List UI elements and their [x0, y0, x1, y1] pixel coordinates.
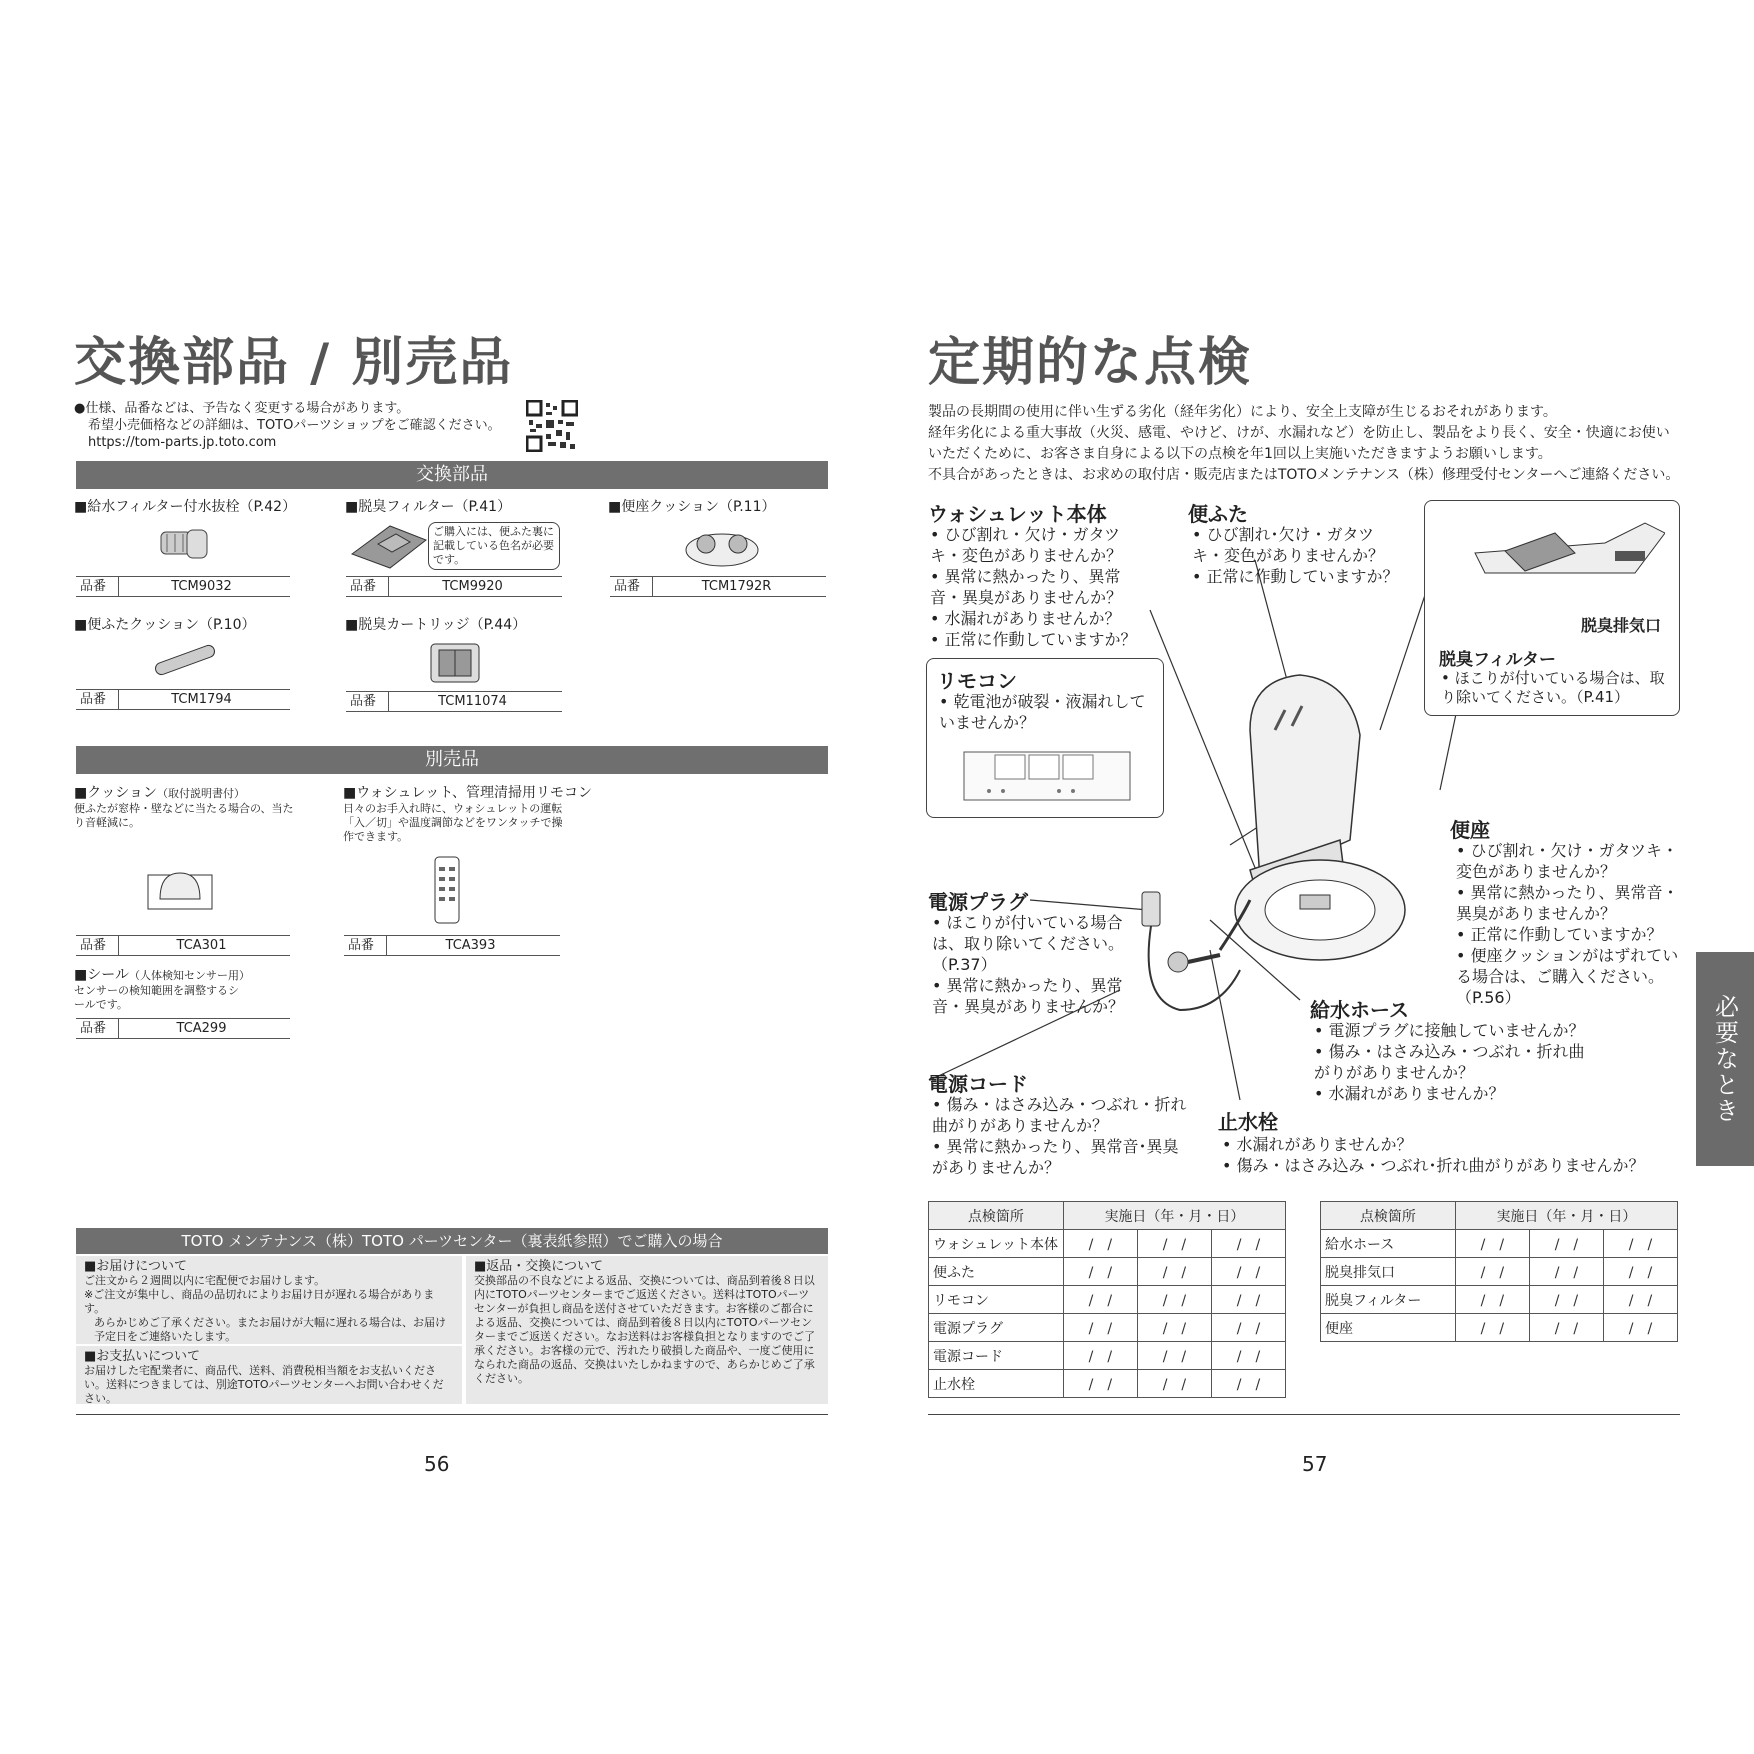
spec-notice: [74, 400, 514, 451]
hinban-label: 品番: [76, 577, 119, 596]
payment-box: [76, 1346, 462, 1404]
lid-cushion-image: [150, 640, 220, 680]
date-cell[interactable]: / /: [1211, 1314, 1285, 1342]
check-text: 水漏れがありませんか？: [1328, 1084, 1505, 1103]
check-item: • 傷み・はさみ込み・つぶれ･折れ曲がりがありませんか？: [1222, 1156, 1645, 1175]
check-item: • 乾電池が破裂・液漏れしていませんか？: [939, 692, 1146, 732]
check-item: • 異常に熱かったり、異常音・異臭がありませんか？: [1456, 883, 1679, 923]
hose-heading: 給水ホース: [1310, 998, 1409, 1022]
date-cell[interactable]: / /: [1137, 1230, 1211, 1258]
part-name: ■脱臭フィルター（P.41）: [345, 499, 512, 515]
part-code: TCA393: [445, 938, 496, 953]
hinban-label: 品番: [610, 577, 653, 596]
table-row: [1321, 1286, 1678, 1314]
part-name: ■便座クッション（P.11）: [608, 499, 776, 515]
check-text: 正常に作動していますか？: [1206, 567, 1399, 586]
check-text: 便座クッションがはずれている場合は、ご購入ください。（P.56）: [1456, 946, 1679, 1007]
date-cell[interactable]: / /: [1211, 1230, 1285, 1258]
part-code: TCA301: [176, 938, 227, 953]
check-text: ほこりが付いている場合は、取り除いてください。（P.41）: [1441, 669, 1665, 706]
page-number-left: 56: [424, 1452, 450, 1476]
left-page-title: 交換部品 / 別売品: [74, 333, 514, 393]
check-item: • ほこりが付いている場合は、取り除いてください。（P.37）: [932, 913, 1125, 974]
part-code: TCM11074: [438, 694, 507, 709]
section-side-tab[interactable]: 必要なとき: [1696, 952, 1754, 1166]
lid-heading: 便ふた: [1188, 502, 1248, 526]
option-desc: 日々のお手入れ時に、ウォシュレットの運転「入／切」や温度調節などをワンタッチで操作できます。: [343, 802, 563, 843]
date-cell[interactable]: / /: [1529, 1258, 1603, 1286]
replacement-parts-header: 交換部品: [76, 461, 828, 489]
part-number-row: [76, 576, 290, 597]
plug-heading: 電源プラグ: [928, 890, 1028, 914]
table-row: [929, 1258, 1286, 1286]
option-sub: （取付説明書付）: [156, 787, 245, 800]
check-text: 正常に作動していますか？: [944, 630, 1137, 649]
cord-heading: 電源コード: [928, 1072, 1028, 1096]
check-item: • ひび割れ・欠け・ガタツキ・変色がありませんか？: [930, 525, 1123, 565]
column-header: 点検箇所: [1321, 1202, 1456, 1230]
qr-code[interactable]: [526, 400, 578, 452]
check-item: • 異常に熱かったり、異常音・異臭がありませんか？: [932, 976, 1125, 1016]
date-cell[interactable]: / /: [1211, 1370, 1285, 1398]
table-header-row: [929, 1202, 1286, 1230]
intro-line: 経年劣化による重大事故（火災、感電、やけど、けが、水漏れなど）を防止し、製品をより長く、安全・快適にお使いいただくために、お客さま自身による以下の点検を年1回以上実施いただきますようお願いします。: [928, 425, 1670, 462]
check-text: 乾電池が破裂・液漏れしていませんか？: [939, 692, 1146, 732]
column-header: 点検箇所: [929, 1202, 1064, 1230]
check-item: • 水漏れがありませんか？: [930, 609, 1121, 628]
check-item: • 水漏れがありませんか？: [1314, 1084, 1505, 1103]
seat-checks: [1456, 840, 1684, 1008]
date-cell[interactable]: / /: [1455, 1258, 1529, 1286]
date-cell[interactable]: / /: [1529, 1230, 1603, 1258]
row-label: 電源プラグ: [929, 1314, 1064, 1342]
date-cell[interactable]: / /: [1455, 1286, 1529, 1314]
option-name: [74, 782, 245, 802]
row-label: 便ふた: [929, 1258, 1064, 1286]
check-text: 傷み・はさみ込み・つぶれ･折れ曲がりがありませんか？: [1236, 1156, 1645, 1175]
parts-shop-url[interactable]: https://tom-parts.jp.toto.com: [88, 435, 277, 450]
hinban-label: 品番: [76, 690, 119, 709]
row-label: 給水ホース: [1321, 1230, 1456, 1258]
hinban-label: 品番: [76, 1019, 119, 1038]
row-label: 電源コード: [929, 1342, 1064, 1370]
part-number-row: [76, 935, 290, 956]
part-number-row: [76, 689, 290, 710]
check-item: • 傷み・はさみ込み・つぶれ・折れ曲がりがありませんか？: [932, 1095, 1187, 1135]
date-cell[interactable]: / /: [1063, 1342, 1137, 1370]
check-text: ほこりが付いている場合は、取り除いてください。（P.37）: [932, 913, 1125, 974]
right-footer-rule: [928, 1414, 1680, 1415]
notice-line: 希望小売価格などの詳細は、TOTOパーツショップをご確認ください。: [88, 418, 501, 433]
return-title: ■返品・交換について: [474, 1259, 604, 1274]
check-item: • 正常に作動していますか？: [930, 630, 1137, 649]
table-row: [929, 1342, 1286, 1370]
deodor-filter-checks: [1441, 669, 1671, 707]
option-name: [74, 964, 250, 984]
option-name: ■ウォシュレット、管理清掃用リモコン: [343, 785, 592, 801]
seat-heading: 便座: [1450, 818, 1490, 842]
check-item: • ほこりが付いている場合は、取り除いてください。（P.41）: [1441, 669, 1665, 706]
date-cell[interactable]: / /: [1063, 1258, 1137, 1286]
check-text: ひび割れ・欠け・ガタツキ・変色がありませんか？: [930, 525, 1123, 565]
date-cell[interactable]: / /: [1529, 1286, 1603, 1314]
check-text: 異常に熱かったり、異常音・異臭がありませんか？: [932, 976, 1125, 1016]
seat-cushion-image: [682, 520, 762, 570]
deodorizer-cartridge-image: [425, 638, 485, 688]
remote-panel-image: [963, 751, 1133, 803]
column-header: 実施日（年・月・日）: [1455, 1202, 1677, 1230]
intro-line: 製品の長期間の使用に伴い生ずる劣化（経年劣化）により、安全上支障が生じるおそれがあります。: [928, 404, 1557, 420]
part-code: TCM1794: [171, 692, 232, 707]
cord-checks: [932, 1094, 1194, 1178]
part-name: ■便ふたクッション（P.10）: [74, 617, 256, 633]
check-item: • ひび割れ・欠け・ガタツキ・変色がありませんか？: [1456, 841, 1679, 881]
intro-line: 不具合があったときは、お求めの取付店・販売店またはTOTOメンテナンス（株）修理受付センターへご連絡ください。: [928, 467, 1680, 483]
check-item: • 正常に作動していますか？: [1456, 925, 1663, 944]
check-item: • 傷み・はさみ込み・つぶれ・折れ曲がりがありませんか？: [1314, 1042, 1585, 1082]
payment-title: ■お支払いについて: [84, 1349, 201, 1364]
date-cell[interactable]: / /: [1455, 1314, 1529, 1342]
inspection-log-table-2: [1320, 1201, 1678, 1342]
row-label: 便座: [1321, 1314, 1456, 1342]
delivery-title: ■お届けについて: [84, 1259, 188, 1274]
deodorizer-callout: [1424, 500, 1680, 716]
option-desc: センサーの検知範囲を調整するシールです。: [74, 984, 239, 1011]
part-number-row: [346, 691, 562, 712]
row-label: 脱臭フィルター: [1321, 1286, 1456, 1314]
date-cell[interactable]: / /: [1137, 1258, 1211, 1286]
date-cell[interactable]: / /: [1455, 1230, 1529, 1258]
date-cell[interactable]: / /: [1603, 1314, 1677, 1342]
check-text: 電源プラグに接触していませんか？: [1328, 1021, 1585, 1040]
option-desc: 便ふたが窓枠・壁などに当たる場合の、当たり音軽減に。: [74, 802, 294, 829]
date-cell[interactable]: / /: [1137, 1370, 1211, 1398]
part-code: TCA299: [176, 1021, 227, 1036]
option-title: ■クッション: [74, 785, 157, 801]
date-cell[interactable]: / /: [1603, 1286, 1677, 1314]
date-cell[interactable]: / /: [1137, 1314, 1211, 1342]
check-text: 異常に熱かったり、異常音・異臭がありませんか？: [1456, 883, 1679, 923]
check-item: • ひび割れ･欠け・ガタツキ・変色がありませんか？: [1192, 525, 1385, 565]
part-name: ■給水フィルター付水抜栓（P.42）: [74, 499, 297, 515]
date-cell[interactable]: / /: [1211, 1286, 1285, 1314]
date-cell[interactable]: / /: [1603, 1258, 1677, 1286]
check-text: 水漏れがありませんか？: [1236, 1135, 1413, 1154]
check-text: ひび割れ･欠け・ガタツキ・変色がありませんか？: [1192, 525, 1385, 565]
cushion-image: [146, 865, 216, 913]
water-filter-valve-image: [155, 522, 215, 566]
filter-purchase-note: ご購入には、便ふた裏に記載している色名が必要です。: [428, 522, 560, 570]
table-row: [929, 1230, 1286, 1258]
delivery-line: あらかじめご了承ください。またお届けが大幅に遅れる場合は、お届け予定日をご連絡いたします。: [94, 1316, 446, 1343]
right-page-title: 定期的な点検: [928, 333, 1253, 393]
part-number-row: [346, 576, 562, 597]
return-text: 交換部品の不良などによる返品、交換については、商品到着後８日以内にTOTOパーツセンターまでご返送ください。送料はTOTOパーツセンターが負担し商品を送付させていただきます。お客様のご都合による返品、交換については、商品到着後８日以内にTOTOパーツセンターまでご返送ください。なお送料はお客様負担となりますのでご了承ください。お客様の元で、汚れたり破損した商品や、一度ご使用になられた商品の返品、交換はいたしかねますので、あらかじめご了承ください。: [474, 1274, 815, 1385]
date-cell[interactable]: / /: [1063, 1230, 1137, 1258]
part-number-row: [344, 935, 560, 956]
table-row: [929, 1370, 1286, 1398]
plug-checks: [932, 912, 1132, 1017]
check-text: 正常に作動していますか？: [1470, 925, 1663, 944]
payment-text: お届けした宅配業者に、商品代、送料、消費税相当額をお支払いください。送料につきましては、別途TOTOパーツセンターへお問い合わせください。: [84, 1364, 444, 1405]
check-item: • 異常に熱かったり、異常音･異臭がありませんか？: [932, 1137, 1179, 1177]
date-cell[interactable]: / /: [1137, 1342, 1211, 1370]
hinban-label: 品番: [346, 577, 389, 596]
column-header: 実施日（年・月・日）: [1063, 1202, 1285, 1230]
washlet-heading: ウォシュレット本体: [928, 502, 1107, 526]
left-footer-rule: [76, 1414, 828, 1415]
check-text: 異常に熱かったり、異常音・異臭がありませんか？: [930, 567, 1123, 607]
washlet-checks: [930, 524, 1150, 650]
hinban-label: 品番: [346, 692, 389, 711]
remote-heading: リモコン: [937, 669, 1017, 693]
lid-checks: [1192, 524, 1402, 587]
valve-checks: [1222, 1134, 1652, 1176]
date-cell[interactable]: / /: [1529, 1314, 1603, 1342]
check-item: • 異常に熱かったり、異常音・異臭がありませんか？: [930, 567, 1123, 607]
check-item: • 便座クッションがはずれている場合は、ご購入ください。（P.56）: [1456, 946, 1679, 1007]
row-label: 脱臭排気口: [1321, 1258, 1456, 1286]
date-cell[interactable]: / /: [1211, 1342, 1285, 1370]
check-item: • 水漏れがありませんか？: [1222, 1135, 1413, 1154]
hinban-label: 品番: [344, 936, 387, 955]
part-code: TCM9920: [442, 579, 503, 594]
check-text: 傷み・はさみ込み・つぶれ・折れ曲がりがありませんか？: [932, 1095, 1187, 1135]
optional-parts-header: 別売品: [76, 746, 828, 774]
hose-checks: [1314, 1020, 1594, 1104]
deodor-outlet-label: 脱臭排気口: [1581, 616, 1662, 635]
remote-checks: [939, 691, 1153, 733]
date-cell[interactable]: / /: [1137, 1286, 1211, 1314]
return-box: [466, 1256, 828, 1404]
part-code: TCM9032: [171, 579, 232, 594]
check-text: ひび割れ・欠け・ガタツキ・変色がありませんか？: [1456, 841, 1679, 881]
check-text: 水漏れがありませんか？: [944, 609, 1121, 628]
table-header-row: [1321, 1202, 1678, 1230]
date-cell[interactable]: / /: [1063, 1370, 1137, 1398]
remote-control-image: [432, 855, 462, 925]
check-text: 異常に熱かったり、異常音･異臭がありませんか？: [932, 1137, 1179, 1177]
check-text: 傷み・はさみ込み・つぶれ・折れ曲がりがありませんか？: [1314, 1042, 1585, 1082]
part-name: ■脱臭カートリッジ（P.44）: [345, 617, 527, 633]
intro-text: [928, 402, 1680, 486]
valve-heading: 止水栓: [1218, 1110, 1278, 1134]
date-cell[interactable]: / /: [1063, 1314, 1137, 1342]
remote-callout: [926, 658, 1164, 818]
table-row: [929, 1286, 1286, 1314]
option-title: ■シール: [74, 967, 129, 983]
row-label: 止水栓: [929, 1370, 1064, 1398]
delivery-line: ※ご注文が集中し、商品の品切れによりお届け日が遅れる場合があります。: [84, 1288, 435, 1315]
notice-line: ●仕様、品番などは、予告なく変更する場合があります。: [74, 401, 410, 416]
delivery-line: ご注文から２週間以内に宅配便でお届けします。: [84, 1274, 326, 1287]
check-item: • 正常に作動していますか？: [1192, 567, 1399, 586]
part-number-row: [76, 1018, 290, 1039]
row-label: ウォシュレット本体: [929, 1230, 1064, 1258]
date-cell[interactable]: / /: [1211, 1258, 1285, 1286]
table-row: [1321, 1230, 1678, 1258]
deodorizer-filter-image: [350, 520, 430, 570]
deodorizer-outlet-image: [1465, 513, 1665, 583]
purchase-header: TOTO メンテナンス（株）TOTO パーツセンター（裏表紙参照）でご購入の場合: [76, 1228, 828, 1254]
date-cell[interactable]: / /: [1603, 1230, 1677, 1258]
table-row: [1321, 1258, 1678, 1286]
delivery-box: [76, 1256, 462, 1344]
date-cell[interactable]: / /: [1063, 1286, 1137, 1314]
inspection-log-table-1: [928, 1201, 1286, 1398]
deodor-filter-label: 脱臭フィルター: [1439, 650, 1556, 670]
table-row: [929, 1314, 1286, 1342]
table-row: [1321, 1314, 1678, 1342]
row-label: リモコン: [929, 1286, 1064, 1314]
page-number-right: 57: [1302, 1452, 1328, 1476]
part-number-row: [610, 576, 826, 597]
part-code: TCM1792R: [701, 579, 772, 594]
option-sub: （人体検知センサー用）: [128, 969, 250, 982]
hinban-label: 品番: [76, 936, 119, 955]
check-item: • 電源プラグに接触していませんか？: [1314, 1021, 1585, 1040]
